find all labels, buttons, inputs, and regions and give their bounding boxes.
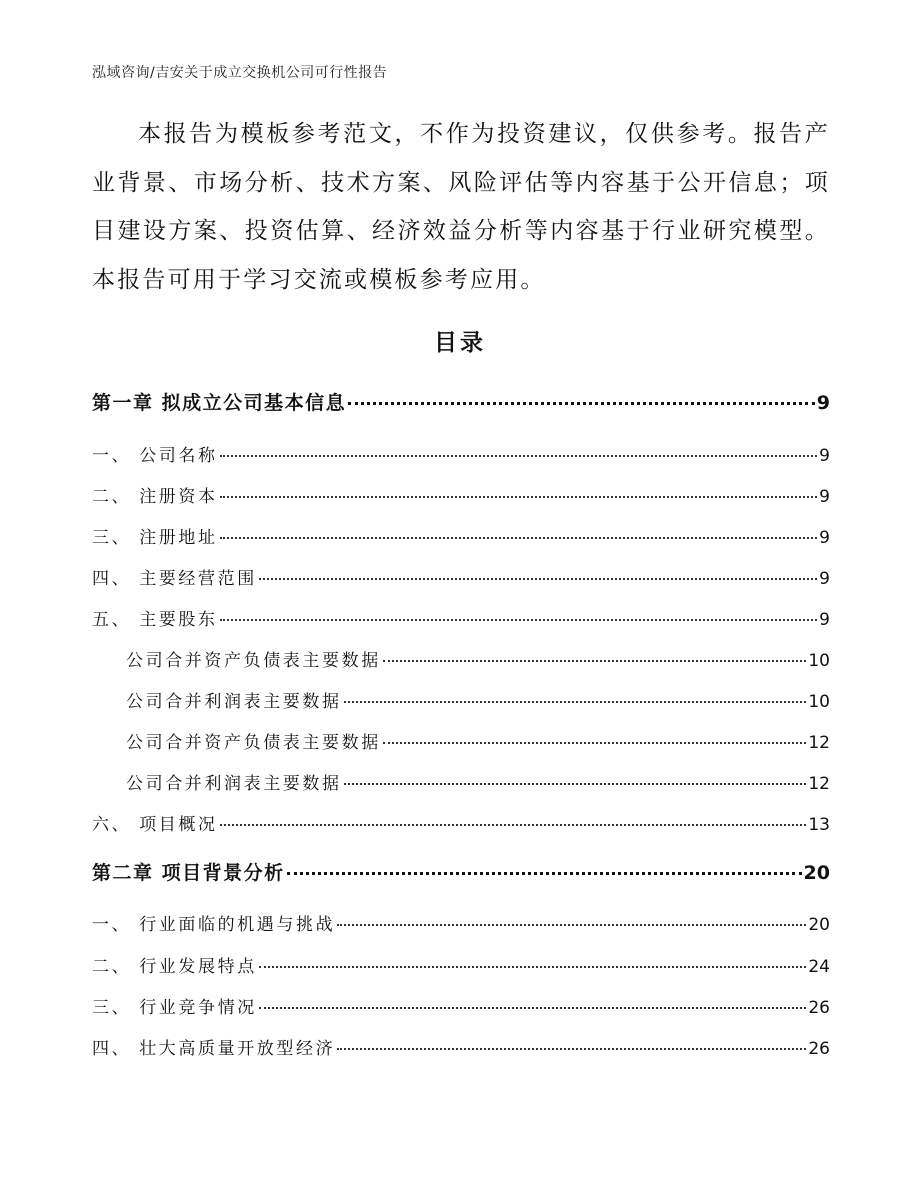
toc-entry-label: 六、 项目概况: [92, 815, 218, 835]
toc-page-number: 10: [808, 651, 830, 671]
toc-entry-label: 五、 主要股东: [92, 610, 218, 630]
dot-leader: [344, 700, 807, 703]
toc-page-number: 12: [808, 733, 830, 753]
toc-entry[interactable]: [92, 482, 830, 507]
dot-leader: [220, 618, 818, 621]
toc-entry-label: 二、 行业发展特点: [92, 957, 257, 977]
toc-entry[interactable]: [92, 646, 830, 671]
toc-page-number: 12: [808, 774, 830, 794]
toc-page-number: 9: [819, 569, 830, 589]
toc-entry-label: 一、 行业面临的机遇与挑战: [92, 915, 336, 935]
toc-page-number: 20: [808, 915, 830, 935]
toc-entry-label: 一、 公司名称: [92, 446, 218, 466]
toc-page-number: 20: [803, 862, 830, 884]
toc-entry-label: 四、 壮大高质量开放型经济: [92, 1039, 336, 1059]
dot-leader: [337, 923, 806, 926]
toc-entry-label: 公司合并资产负债表主要数据: [126, 651, 381, 671]
toc-entry[interactable]: [92, 441, 830, 466]
toc-entry[interactable]: [92, 993, 830, 1018]
toc-entry[interactable]: [92, 952, 830, 977]
dot-leader: [220, 495, 818, 498]
toc-entry[interactable]: [92, 810, 830, 835]
dot-leader: [383, 659, 807, 662]
toc-entry-label: 二、 注册资本: [92, 487, 218, 507]
toc-page-number: 13: [808, 815, 830, 835]
toc-entry-label: 三、 行业竞争情况: [92, 998, 257, 1018]
toc-entry[interactable]: [92, 1034, 830, 1059]
running-header: 泓域咨询/吉安关于成立交换机公司可行性报告: [92, 65, 388, 81]
toc-entry[interactable]: [92, 564, 830, 589]
toc-entry[interactable]: [92, 605, 830, 630]
dot-leader: [220, 454, 818, 457]
toc-page-number: 9: [819, 528, 830, 548]
toc-entry-label: 三、 注册地址: [92, 528, 218, 548]
toc-entry[interactable]: [92, 769, 830, 794]
dot-leader: [220, 823, 807, 826]
dot-leader: [259, 577, 817, 580]
toc-entry[interactable]: [92, 687, 830, 712]
toc-entry-label: 公司合并利润表主要数据: [126, 692, 342, 712]
toc-entry-label: 公司合并资产负债表主要数据: [126, 733, 381, 753]
dot-leader: [259, 1006, 807, 1009]
toc-title: 目录: [434, 330, 486, 356]
toc-entry[interactable]: [92, 523, 830, 548]
intro-paragraph: 本报告为模板参考范文，不作为投资建议，仅供参考。报告产业背景、市场分析、技术方案、风险评估等内容基于公开信息；项目建设方案、投资估算、经济效益分析等内容基于行业研究模型。本报告可用于学习交流或模板参考应用。: [92, 121, 830, 293]
toc-page-number: 10: [808, 692, 830, 712]
toc-entry-label: 公司合并利润表主要数据: [126, 774, 342, 794]
toc-entry[interactable]: [92, 728, 830, 753]
toc-page-number: 26: [808, 1039, 830, 1059]
toc-entry-label: 第二章 项目背景分析: [92, 862, 285, 884]
toc-entry[interactable]: [92, 910, 830, 935]
toc-chapter-2[interactable]: [92, 858, 830, 885]
toc-chapter-1[interactable]: [92, 388, 830, 415]
toc-page-number: 24: [808, 957, 830, 977]
toc-entry-label: 四、 主要经营范围: [92, 569, 257, 589]
dot-leader: [220, 536, 818, 539]
dot-leader: [337, 1047, 806, 1050]
toc-page-number: 9: [819, 487, 830, 507]
dot-leader: [259, 965, 807, 968]
dot-leader: [348, 401, 815, 405]
dot-leader: [287, 871, 802, 875]
toc-page-number: 26: [808, 998, 830, 1018]
toc-entry-label: 第一章 拟成立公司基本信息: [92, 392, 347, 414]
toc-page-number: 9: [816, 392, 830, 414]
toc-page-number: 9: [819, 610, 830, 630]
toc-page-number: 9: [819, 446, 830, 466]
dot-leader: [383, 741, 807, 744]
dot-leader: [344, 782, 807, 785]
